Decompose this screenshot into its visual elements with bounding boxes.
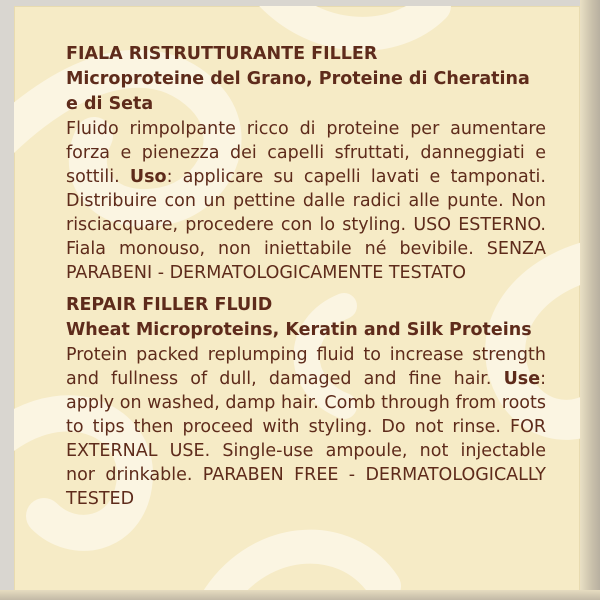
italian-body-part-2: : applicare su capelli lavati e tamponati. Distribuire con un pettine dalle radici alle punte. Non risciacquare, procedere con lo styling. USO ESTERNO. Fiala monouso, non iniettabile né bevibile. SENZA PARABENI - DERMATOLOGICAMENTE TESTATO	[66, 167, 546, 283]
italian-subtitle: Microproteine del Grano, Proteine di Cheratina e di Seta	[66, 69, 530, 114]
italian-description	[66, 117, 546, 285]
english-use-label: Use	[503, 369, 541, 389]
english-body-part-2: : apply on washed, damp hair. Comb through from roots to tips then proceed with styling. Do not rinse. FOR EXTERNAL USE. Single-use ampoule, not injectable nor drinkable. PARABEN FREE - DERMATOLOGICALLY TESTED	[66, 369, 546, 509]
italian-body-part-1: Fluido rimpolpante ricco di proteine per aumentare forza e pienezza dei capelli sfruttati, danneggiati e sottili.	[66, 119, 546, 187]
box-right-edge	[580, 0, 600, 600]
english-subtitle: Wheat Microproteins, Keratin and Silk Proteins	[66, 320, 532, 340]
english-title: REPAIR FILLER FLUID	[66, 295, 273, 315]
label-text-block	[66, 42, 546, 511]
italian-use-label: Uso	[129, 167, 167, 187]
box-bottom-edge	[0, 590, 600, 600]
english-description	[66, 343, 546, 511]
italian-title: FIALA RISTRUTTURANTE FILLER	[66, 44, 378, 64]
product-box-panel	[14, 6, 580, 594]
english-body-part-1: Protein packed replumping fluid to increase strength and fullness of dull, damaged and fine hair.	[66, 345, 546, 389]
section-spacer	[66, 285, 546, 293]
